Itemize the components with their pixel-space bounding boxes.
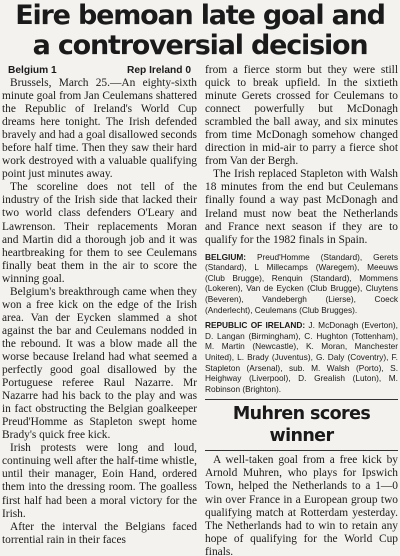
story-paragraph-4: Irish protests were long and loud, continuing well after the half-time whistle, until their manager, Eoin Hand, ordered them into the dressing room. The goalless first half had been a moral victory for the Irish. [2,442,197,520]
story-paragraph-1: Brussels, March 25.—An eighty-sixth minute goal from Jan Ceulemans shattered the Republic of Ireland's World Cup dreams here tonight. The Irish defended bravely and had a goal disallowed seconds before half time. Then they saw their hard work destroyed with a valuable qualifying point just minutes away. [2,77,197,181]
section-divider [205,399,398,400]
story-paragraph-5: After the interval the Belgians faced torrential rain in their faces [2,520,197,546]
belgium-label: BELGIUM: [205,251,247,262]
story-paragraph-6: The Irish replaced Stapleton with Walsh 18 minutes from the end but Ceulemans finally found a way past McDonagh and Ireland must now beat the Netherlands and France next season if they are to qualify for the 1982 finals in Spain. [205,168,398,246]
story-paragraph-2: The scoreline does not tell of the industry of the Irish side that lacked their two world class defenders O'Leary and Lawrenson. Their replacements Moran and Martin did a thorough job and it was heartbreaking for them to see Ceulemans finally beat them in the air to score the winning goal. [2,181,197,285]
score-line [2,64,197,77]
belgium-players: Preud'Homme (Standard), Gerets (Standard), L Millecamps (Waregem), Meeuws (Club Brugge), Renquin (Standard), Mommens (Lokeren), Van de Eycken (Club Brugge), Cluytens (Beveren), Vandebergh (Lierse), Coeck (Anderlecht), Ceulemans (Club Brugges). [205,251,398,315]
article-columns [2,64,398,556]
away-score: Rep Ireland 0 [127,65,191,76]
right-column [205,64,398,556]
second-story-text: A well-taken goal from a free kick by Arnold Muhren, who plays for Ipswich Town, helped the Netherlands to a 1—0 win over France in a European group two qualifying match at Rotterdam yesterday. The Netherlands had to win to retain any hope of qualifying for the World Cup finals. [205,454,398,556]
headline-line-1: Eire bemoan late goal and [15,0,385,31]
story-paragraph-5-continued: from a fierce storm but they were still quick to break upfield. In the sixtieth minute Gerets crossed for Ceulemans to connect powerfully but McDonagh scrambled the ball away, and six minutes from time McDonagh somehow changed direction in mid-air to parry a fierce shot from Van der Bergh. [205,64,398,168]
story-paragraph-3: Belgium's breakthrough came when they won a free kick on the edge of the Irish area. Van der Eycken slammed a shot against the bar and Ceulemans nodded in the rebound. It was a blow made all the worse because Ireland had what seemed a perfectly good goal disallowed by the Portuguese referee Raul Nazarre. Mr Nazarre had his back to the play and was in fact obstructing the Belgian goalkeeper Preud'Homme as Stapleton swept home Brady's quick free kick. [2,285,197,442]
main-headline [0,0,400,61]
second-story-headline: Muhren scores winner [232,404,371,447]
ireland-lineup [205,320,398,394]
team-lineups [205,252,398,395]
belgium-lineup [205,252,398,316]
home-score: Belgium 1 [8,65,57,76]
headline-line-2: a controversial decision [32,30,368,61]
ireland-label: REPUBLIC OF IRELAND: [205,320,306,331]
ireland-players: J. McDonagh (Everton), D. Langan (Birmingham), C. Hughton (Tottenham), M. Martin (Newcastle), K. Moran, Manchester United), L. Brady (Juventus), G. Daly (Coventry), F. Stapleton (Arsenal), sub. M. Walsh (Porto), S. Heighway (Liverpool), D. Grealish (Luton), M. Robinson (Brighton). [205,320,398,394]
section-divider-lower [205,450,398,451]
left-column [2,64,197,556]
